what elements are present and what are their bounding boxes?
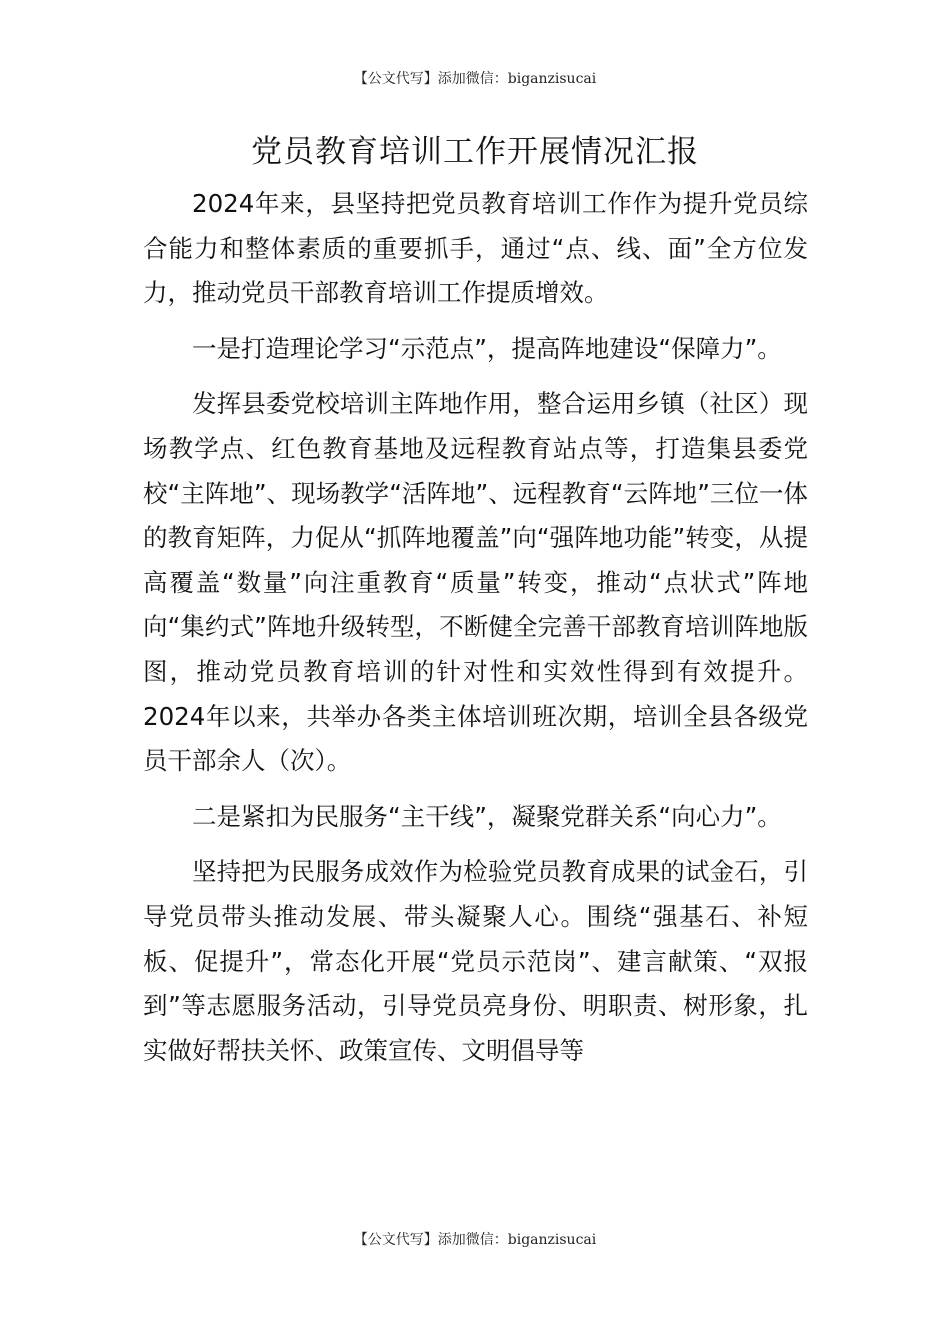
document-body [143,182,808,1084]
paragraph-section-1: 发挥县委党校培训主阵地作用，整合运用乡镇（社区）现场教学点、红色教育基地及远程教育站点等，打造集县委党校“主阵地”、现场教学“活阵地”、远程教育“云阵地”三位一体的教育矩阵，力促从“抓阵地覆盖”向“强阵地功能”转变，从提高覆盖“数量”向注重教育“质量”转变，推动“点状式”阵地向“集约式”阵地升级转型，不断健全完善干部教育培训阵地版图，推动党员教育培训的针对性和实效性得到有效提升。2024年以来，共举办各类主体培训班次期，培训全县各级党员干部余人（次）。 [143,389,808,776]
document-title: 党员教育培训工作开展情况汇报 [251,134,699,170]
paragraph-heading-1: 一是打造理论学习“示范点”，提高阵地建设“保障力”。 [192,333,782,363]
paragraph-section-2: 坚持把为民服务成效作为检验党员教育成果的试金石，引导党员带头推动发展、带头凝聚人心。围绕“强基石、补短板、促提升”，常态化开展“党员示范岗”、建言献策、“双报到”等志愿服务活动，引导党员亮身份、明职责、树形象，扎实做好帮扶关怀、政策宣传、文明倡导等 [143,857,808,1065]
footer-watermark-note: 【公文代写】添加微信：biganzisucai [353,1232,597,1248]
paragraph-heading-2: 二是紧扣为民服务“主干线”，凝聚党群关系“向心力”。 [192,801,782,831]
header-watermark-note: 【公文代写】添加微信：biganzisucai [353,71,597,87]
paragraph-intro: 2024年来，县坚持把党员教育培训工作作为提升党员综合能力和整体素质的重要抓手，通过“点、线、面”全方位发力，推动党员干部教育培训工作提质增效。 [143,189,808,308]
